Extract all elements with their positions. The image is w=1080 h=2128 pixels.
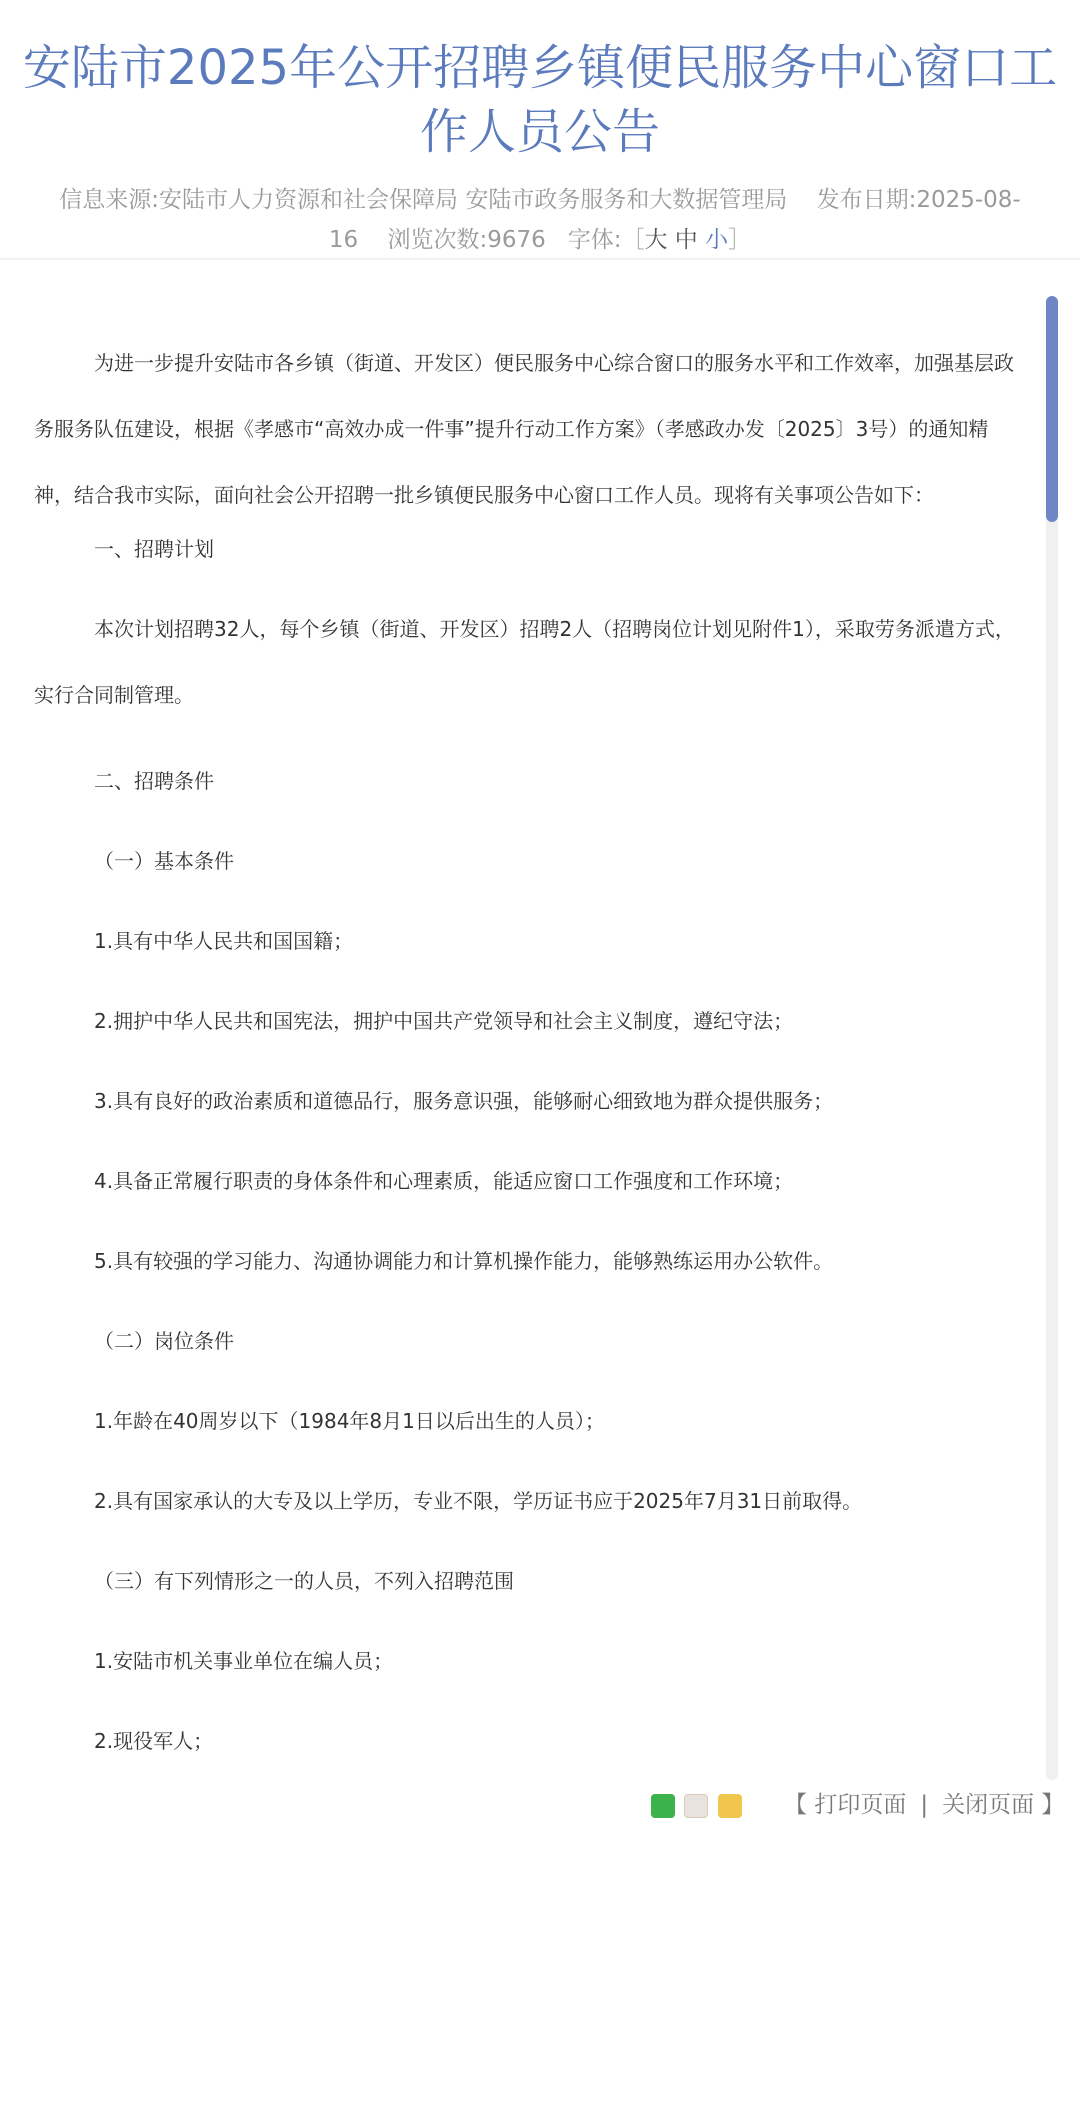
basic-condition-5: 5.具有较强的学习能力、沟通协调能力和计算机操作能力，能够熟练运用办公软件。 (94, 1249, 834, 1273)
post-condition-1: 1.年龄在40周岁以下（1984年8月1日以后出生的人员）； (94, 1409, 605, 1433)
subsection-post-conditions: （二）岗位条件 (94, 1329, 234, 1353)
qzone-share-icon[interactable] (718, 1794, 742, 1818)
section-recruit-conditions: 二、招聘条件 (94, 769, 214, 793)
views-label: 浏览次数: (387, 227, 488, 253)
date-label: 发布日期: (816, 187, 917, 213)
font-small-link[interactable]: 小 (705, 227, 729, 253)
views-value: 9676 (487, 227, 546, 253)
article-content-scroll[interactable] (0, 290, 1062, 1778)
exclusion-2: 2.现役军人； (94, 1729, 214, 1753)
font-label: 字体: (567, 227, 622, 253)
page-title: 安陆市2025年公开招聘乡镇便民服务中心窗口工作人员公告 (22, 40, 1058, 160)
basic-condition-2: 2.拥护中华人民共和国宪法，拥护中国共产党领导和社会主义制度，遵纪守法； (94, 1009, 794, 1033)
section-recruit-plan: 一、招聘计划 (94, 537, 214, 561)
open-bracket: 【 (784, 1792, 807, 1818)
plan-paragraph: 本次计划招聘32人，每个乡镇（街道、开发区）招聘2人（招聘岗位计划见附件1），采取劳务派遣方式，实行合同制管理。 (34, 617, 1015, 707)
close-page-link[interactable]: 关闭页面 (942, 1792, 1035, 1818)
basic-condition-4: 4.具备正常履行职责的身体条件和心理素质，能适应窗口工作强度和工作环境； (94, 1169, 794, 1193)
article-meta: 信息来源:安陆市人力资源和社会保障局 安陆市政务服务和大数据管理局 发布日期:2025-08-16 浏览次数:9676 字体:［大 中 小］ (59, 187, 1021, 253)
close-bracket: 】 (1041, 1792, 1065, 1818)
basic-condition-3: 3.具有良好的政治素质和道德品行，服务意识强，能够耐心细致地为群众提供服务； (94, 1089, 834, 1113)
header-divider (0, 258, 1080, 260)
font-large-link[interactable]: 大 (644, 227, 668, 253)
source-label: 信息来源: (59, 187, 160, 213)
weibo-share-icon[interactable] (684, 1794, 708, 1818)
intro-paragraph: 为进一步提升安陆市各乡镇（街道、开发区）便民服务中心综合窗口的服务水平和工作效率，加强基层政务服务队伍建设，根据《孝感市“高效办成一件事”提升行动工作方案》（孝感政办发〔2025〕3号）的通知精神，结合我市实际，面向社会公开招聘一批乡镇便民服务中心窗口工作人员。现将有关事项公告如下： (34, 351, 1014, 507)
font-medium-link[interactable]: 中 (674, 227, 698, 253)
exclusion-1: 1.安陆市机关事业单位在编人员； (94, 1649, 394, 1673)
basic-condition-1: 1.具有中华人民共和国国籍； (94, 929, 354, 953)
subsection-basic-conditions: （一）基本条件 (94, 849, 234, 873)
subsection-exclusions: （三）有下列情形之一的人员，不列入招聘范围 (94, 1569, 514, 1593)
print-page-link[interactable]: 打印页面 (814, 1792, 907, 1818)
post-condition-2: 2.具有国家承认的大专及以上学历，专业不限，学历证书应于2025年7月31日前取得。 (94, 1489, 863, 1513)
date-value: 2025-08-16 (328, 187, 1021, 253)
source-value: 安陆市人力资源和社会保障局 安陆市政务服务和大数据管理局 (159, 187, 788, 213)
wechat-share-icon[interactable] (651, 1794, 675, 1818)
footer-separator: | (920, 1792, 929, 1818)
scrollbar-thumb[interactable] (1046, 296, 1058, 522)
footer-links (784, 1788, 1064, 1822)
